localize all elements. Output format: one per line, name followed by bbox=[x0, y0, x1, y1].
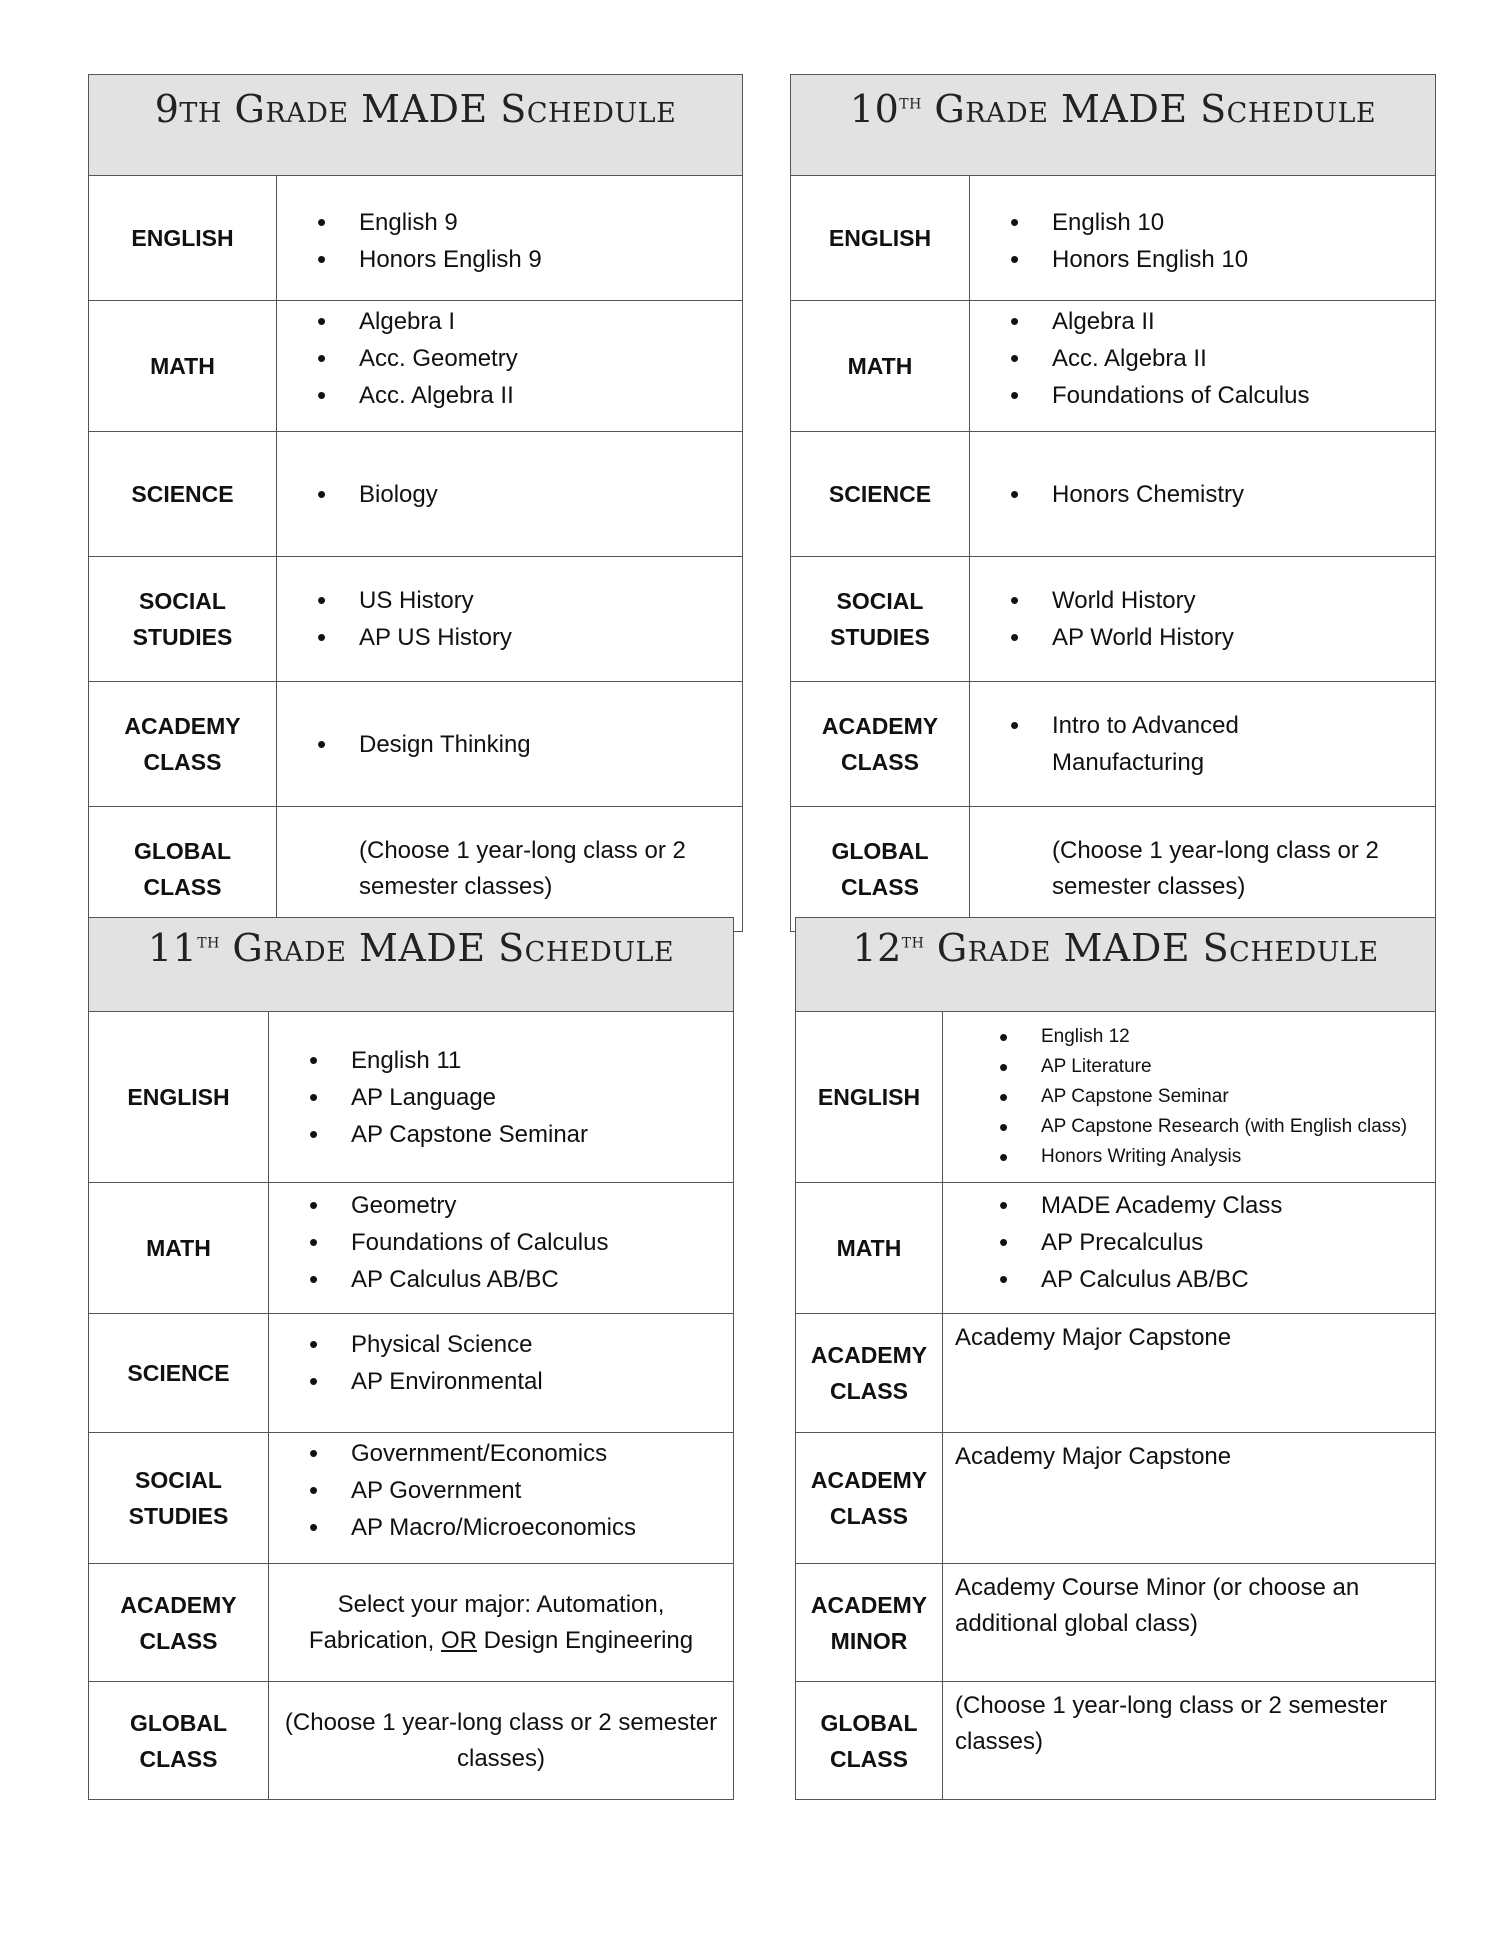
list-item: • Foundations of Calculus bbox=[309, 1224, 733, 1261]
global-class-label: GLOBAL CLASS bbox=[791, 807, 970, 932]
list-item: • Acc. Algebra II bbox=[317, 377, 742, 414]
academy-class-capstone: Academy Major Capstone bbox=[943, 1433, 1436, 1564]
divider-line bbox=[733, 917, 734, 1787]
grade-11-schedule-table bbox=[88, 917, 734, 1800]
academy-class-label: ACADEMY CLASS bbox=[89, 682, 277, 807]
science-label: SCIENCE bbox=[89, 432, 277, 557]
science-courses bbox=[269, 1314, 734, 1433]
grade-9-schedule-table bbox=[88, 74, 743, 932]
list-item: • AP Capstone Research (with English class) bbox=[999, 1112, 1435, 1142]
english-label: ENGLISH bbox=[89, 1012, 269, 1183]
english-label: ENGLISH bbox=[89, 176, 277, 301]
social-studies-label: SOCIAL STUDIES bbox=[89, 1433, 269, 1564]
english-courses bbox=[277, 176, 743, 301]
math-label: MATH bbox=[89, 1183, 269, 1314]
list-item: • Acc. Algebra II bbox=[1010, 340, 1435, 377]
list-item: • US History bbox=[317, 582, 742, 619]
math-courses bbox=[970, 301, 1436, 432]
academy-class-courses bbox=[277, 682, 743, 807]
list-item: • AP World History bbox=[1010, 619, 1435, 656]
list-item: • Biology bbox=[317, 476, 742, 513]
english-courses bbox=[269, 1012, 734, 1183]
academy-class-courses bbox=[970, 682, 1436, 807]
science-courses bbox=[277, 432, 743, 557]
list-item: • Acc. Geometry bbox=[317, 340, 742, 377]
english-label: ENGLISH bbox=[796, 1012, 943, 1183]
academy-class-label: ACADEMY CLASS bbox=[791, 682, 970, 807]
social-studies-label: SOCIAL STUDIES bbox=[89, 557, 277, 682]
list-item: • Government/Economics bbox=[309, 1435, 733, 1472]
list-item: • AP Calculus AB/BC bbox=[999, 1261, 1435, 1298]
social-studies-courses bbox=[970, 557, 1436, 682]
list-item: • Algebra I bbox=[317, 303, 742, 340]
list-item: • English 11 bbox=[309, 1042, 733, 1079]
list-item: • Design Thinking bbox=[317, 726, 742, 763]
academy-class-major: Select your major: Automation, Fabrication, OR Design Engineering bbox=[269, 1564, 734, 1682]
list-item: • AP Environmental bbox=[309, 1363, 733, 1400]
list-item: • AP Capstone Seminar bbox=[309, 1116, 733, 1153]
list-item: • AP Language bbox=[309, 1079, 733, 1116]
list-item: • Honors Chemistry bbox=[1010, 476, 1435, 513]
list-item: • AP Capstone Seminar bbox=[999, 1082, 1435, 1112]
science-label: SCIENCE bbox=[89, 1314, 269, 1433]
global-class-note: (Choose 1 year-long class or 2 semester classes) bbox=[269, 1682, 734, 1800]
science-courses bbox=[970, 432, 1436, 557]
grade-10-title: 10th Grade MADE Schedule bbox=[791, 75, 1436, 176]
math-courses bbox=[277, 301, 743, 432]
list-item: • World History bbox=[1010, 582, 1435, 619]
social-studies-courses bbox=[269, 1433, 734, 1564]
math-label: MATH bbox=[89, 301, 277, 432]
social-studies-label: SOCIAL STUDIES bbox=[791, 557, 970, 682]
english-label: ENGLISH bbox=[791, 176, 970, 301]
list-item: • Honors Writing Analysis bbox=[999, 1142, 1435, 1172]
global-class-label: GLOBAL CLASS bbox=[89, 1682, 269, 1800]
global-class-note: (Choose 1 year-long class or 2 semester classes) bbox=[277, 807, 743, 932]
list-item: • MADE Academy Class bbox=[999, 1187, 1435, 1224]
math-courses bbox=[269, 1183, 734, 1314]
english-courses bbox=[943, 1012, 1436, 1183]
academy-class-label: ACADEMY CLASS bbox=[89, 1564, 269, 1682]
list-item: • Honors English 9 bbox=[317, 241, 742, 278]
divider-line bbox=[742, 860, 743, 917]
global-class-note: (Choose 1 year-long class or 2 semester classes) bbox=[943, 1682, 1436, 1800]
academy-minor-text: Academy Course Minor (or choose an additional global class) bbox=[943, 1564, 1436, 1682]
grade-12-title: 12th Grade MADE Schedule bbox=[796, 918, 1436, 1012]
math-label: MATH bbox=[796, 1183, 943, 1314]
grade-10-schedule-table bbox=[790, 74, 1436, 932]
academy-minor-label: ACADEMY MINOR bbox=[796, 1564, 943, 1682]
list-item: • Geometry bbox=[309, 1187, 733, 1224]
list-item: • AP Government bbox=[309, 1472, 733, 1509]
grade-12-schedule-table bbox=[795, 917, 1436, 1800]
global-class-label: GLOBAL CLASS bbox=[89, 807, 277, 932]
list-item: • Physical Science bbox=[309, 1326, 733, 1363]
list-item: • AP Calculus AB/BC bbox=[309, 1261, 733, 1298]
academy-class-capstone: Academy Major Capstone bbox=[943, 1314, 1436, 1433]
grade-9-title: 9th Grade MADE Schedule bbox=[89, 75, 743, 176]
list-item: • English 9 bbox=[317, 204, 742, 241]
math-label: MATH bbox=[791, 301, 970, 432]
academy-class-label: ACADEMY CLASS bbox=[796, 1314, 943, 1433]
academy-class-label: ACADEMY CLASS bbox=[796, 1433, 943, 1564]
list-item: • AP Literature bbox=[999, 1052, 1435, 1082]
math-courses bbox=[943, 1183, 1436, 1314]
grade-11-title: 11th Grade MADE Schedule bbox=[89, 918, 734, 1012]
english-courses bbox=[970, 176, 1436, 301]
list-item: • AP US History bbox=[317, 619, 742, 656]
list-item: • AP Precalculus bbox=[999, 1224, 1435, 1261]
list-item: • Honors English 10 bbox=[1010, 241, 1435, 278]
social-studies-courses bbox=[277, 557, 743, 682]
science-label: SCIENCE bbox=[791, 432, 970, 557]
global-class-note: (Choose 1 year-long class or 2 semester classes) bbox=[970, 807, 1436, 932]
list-item: • Intro to Advanced Manufacturing bbox=[1010, 707, 1345, 781]
list-item: • Foundations of Calculus bbox=[1010, 377, 1435, 414]
list-item: • AP Macro/Microeconomics bbox=[309, 1509, 733, 1546]
list-item: • English 12 bbox=[999, 1022, 1435, 1052]
list-item: • English 10 bbox=[1010, 204, 1435, 241]
list-item: • Algebra II bbox=[1010, 303, 1435, 340]
global-class-label: GLOBAL CLASS bbox=[796, 1682, 943, 1800]
